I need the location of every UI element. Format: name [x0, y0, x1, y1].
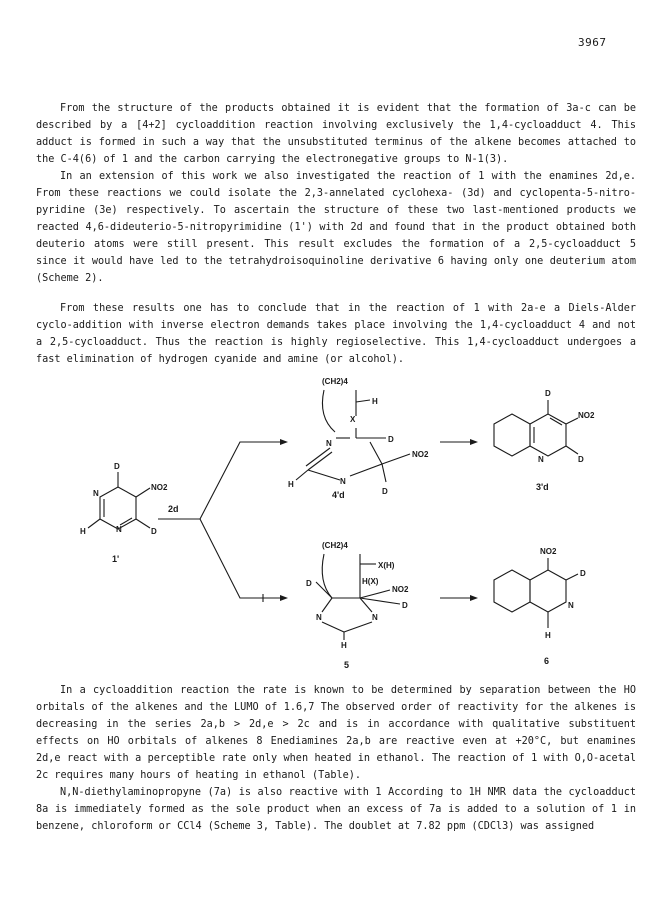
atom-no2: NO2: [540, 547, 557, 556]
atom-d: D: [388, 435, 394, 444]
atom-d: D: [402, 601, 408, 610]
atom-d: D: [114, 462, 120, 471]
paragraph-5-text: N,N-diethylaminopropyne (7a) is also reactive with 1 According to 1H NMR data the cycloadduct 8a is immediately formed as the sole product when an excess of 7a is added to a solution of 1 in benzene, chloroform or CCl4 (Scheme 3, Table). The doublet at 7.82 ppm (CDCl3) was assigned: [36, 787, 636, 832]
paragraph-3-text: From these results one has to conclude that in the reaction of 1 with 2a-e a Diels-Alder cyclo-addition with inverse electron demands takes place involving the 1,4-cycloadduct 4 and not a 2,5-cycloadduct. Thus the reaction is highly regioselective. This 1,4-cycloadduct undergoes a fast elimination of hydrogen cyanide and amine (or alcohol).: [36, 303, 636, 365]
pyrimidine-1prime: [80, 462, 168, 564]
atom-no2: NO2: [578, 411, 595, 420]
atom-d: D: [151, 527, 157, 536]
atom-x: X: [350, 415, 356, 424]
atom-d: D: [578, 455, 584, 464]
atom-n: N: [116, 525, 122, 534]
atom-h: H: [545, 631, 551, 640]
ch2-group: (CH2)4: [322, 377, 348, 386]
reagent-label: 2d: [168, 504, 179, 514]
atom-h: H: [372, 397, 378, 406]
atom-h: H: [288, 480, 294, 489]
paragraph-4-text: In a cycloaddition reaction the rate is known to be determined by separation between the HO orbitals of the alkenes and the LUMO of 1.6,7 The observed order of reactivity for the alkenes is decreasing in the series 2a,b > 2d,e > 2c and is in accordance with qualitative substituent effects on HO orbitals of alkenes 8 Enediamines 2a,b are reactive even at +20°C, but enamines 2d,e react with a perceptible rate only when heated in ethanol. The reaction of 1 with O,O-acetal 2c requires many hours of heating in ethanol (Table).: [36, 685, 636, 781]
atom-xh: X(H): [378, 561, 395, 570]
atom-d: D: [382, 487, 388, 496]
paragraph-4: [36, 682, 636, 784]
atom-no2: NO2: [392, 585, 409, 594]
paragraph-2-text: In an extension of this work we also investigated the reaction of 1 with the enamines 2d,e. From these reactions we could isolate the 2,3-annelated cyclohexa- (3d) and cyclopenta-5-nitro-pyridine (3e) respectively. To ascertain the structure of these two last-mentioned products we reacted 4,6-dideuterio-5-nitropyrimidine (1') with 2d and found that in the product obtained both deuterio atoms were still present. This result excludes the formation of a 2,5-cycloadduct 5 since it would have led to the tetrahydroisoquinoline derivative 6 having only one deuterium atom (Scheme 2).: [36, 171, 636, 284]
compound-label-1prime: 1': [112, 554, 120, 564]
atom-no2: NO2: [412, 450, 429, 459]
atom-d: D: [580, 569, 586, 578]
atom-n: N: [538, 455, 544, 464]
compound-label-5: 5: [344, 660, 350, 670]
compound-label-4d: 4'd: [332, 490, 345, 500]
product-6: [494, 547, 586, 666]
product-3d: [494, 389, 595, 492]
atom-n: N: [93, 489, 99, 498]
compound-label-3d: 3'd: [536, 482, 549, 492]
atom-d: D: [306, 579, 312, 588]
paragraph-1-text: From the structure of the products obtained it is evident that the formation of 3a-c can be described by a [4+2] cycloaddition reaction involving exclusively the 1,4-cycloadduct 4. This adduct is formed in such a way that the unsubstituted terminus of the alkene becomes attached to the C-4(6) of 1 and the carbon carrying the electronegative groups to N-1(3).: [36, 103, 636, 165]
paragraph-3: [36, 300, 636, 368]
page-number: 3967: [578, 36, 607, 49]
adduct-4d: [288, 377, 429, 500]
adduct-5: [306, 541, 409, 670]
atom-no2: NO2: [151, 483, 168, 492]
atom-h: H: [80, 527, 86, 536]
compound-label-6: 6: [544, 656, 550, 666]
atom-n: N: [568, 601, 574, 610]
paragraph-5: [36, 784, 636, 835]
atom-h: H: [341, 641, 347, 650]
ch2-group-lower: (CH2)4: [322, 541, 348, 550]
atom-n: N: [340, 477, 346, 486]
atom-d: D: [545, 389, 551, 398]
paragraph-2: [36, 168, 636, 287]
atom-n: N: [326, 439, 332, 448]
reaction-scheme: [60, 372, 620, 672]
atom-hx: H(X): [362, 577, 379, 586]
atom-n: N: [316, 613, 322, 622]
paragraph-1: [36, 100, 636, 168]
atom-n: N: [372, 613, 378, 622]
